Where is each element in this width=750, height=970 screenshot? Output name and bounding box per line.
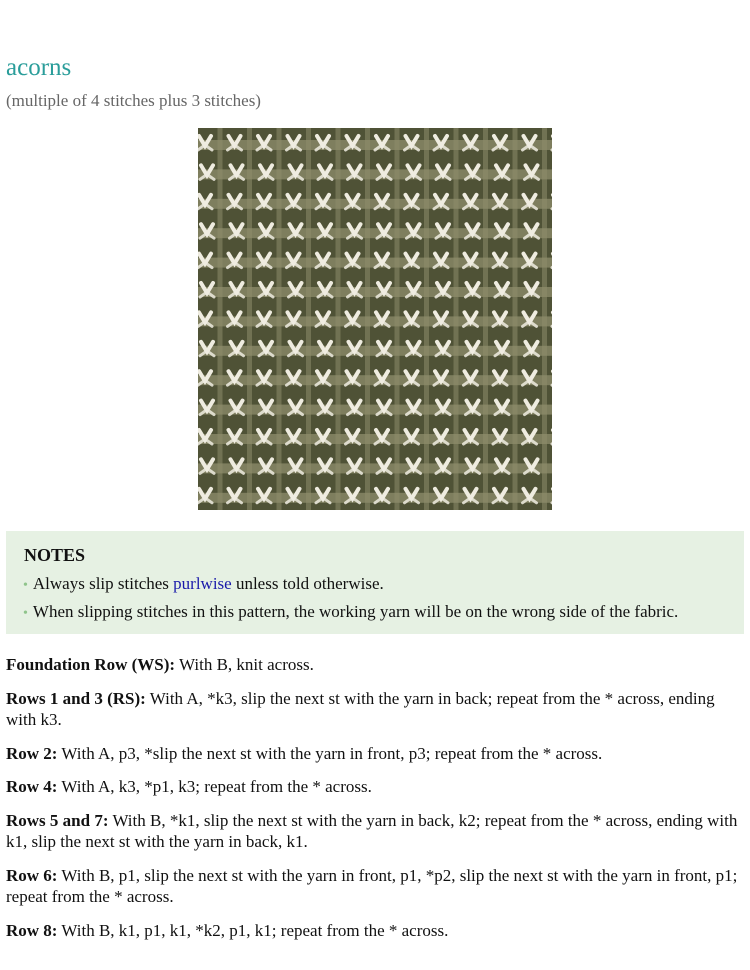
row-label: Row 4: [6,777,58,796]
purlwise-link[interactable]: purlwise [173,574,232,593]
row-text: With A, *k3, slip the next st with the yarn in back; repeat from the * across, ending with k3. [6,688,715,729]
knit-swatch-image [198,128,552,510]
row-label: Row 2: [6,743,58,763]
row-text: With A, k3, *p1, k3; repeat from the * across. [57,777,372,796]
note-item [24,599,744,627]
pattern-title: acorns [6,54,72,81]
row-text: With A, p3, *slip the next st with the yarn in front, p3; repeat from the * across. [57,743,603,763]
row-text: With B, k1, p1, k1, *k2, p1, k1; repeat from the * across. [57,920,449,940]
row-instruction [6,743,746,765]
swatch-column [542,128,547,510]
row-text: With B, knit across. [175,655,314,674]
swatch-column [247,128,252,510]
swatch-column [365,128,370,510]
row-instruction [6,865,746,908]
swatch-column [277,128,282,510]
row-label: Row 6: [6,865,58,885]
row-text: With B, *k1, slip the next st with the yarn in back, k2; repeat from the * across, ending with k1, slip the next st with the yarn in back, k1. [6,810,738,851]
row-instruction [6,654,746,676]
swatch-column [306,128,311,510]
swatch-column [336,128,341,510]
note-text: When slipping stitches in this pattern, the working yarn will be on the wrong side of the fabric. [32,602,679,621]
notes-heading: NOTES [24,545,86,565]
pattern-subtitle: (multiple of 4 stitches plus 3 stitches) [6,91,261,110]
note-item [24,571,744,599]
row-instruction [6,810,746,853]
notes-list [24,571,744,627]
bullet-icon: • [23,578,28,593]
row-label: Rows 5 and 7: [6,810,109,830]
row-instruction [6,920,746,942]
row-instruction [6,688,746,731]
bullet-icon: • [23,606,28,621]
knit-swatch-illustration [198,128,552,510]
row-label: Rows 1 and 3 (RS): [6,688,146,708]
swatch-column [454,128,459,510]
row-label: Foundation Row (WS): [6,655,176,674]
row-text: With B, p1, slip the next st with the yarn in front, p1, *p2, slip the next st with the yarn in front, p1; repeat from the * across. [6,865,738,906]
swatch-column [395,128,400,510]
swatch-column [513,128,518,510]
row-label: Row 8: [6,920,58,940]
note-text: unless told otherwise. [231,574,384,593]
notes-box [6,531,744,634]
row-instructions [6,654,746,953]
note-text: Always slip stitches [32,574,174,593]
swatch-column [483,128,488,510]
swatch-column [424,128,429,510]
row-instruction [6,776,746,798]
swatch-column [218,128,223,510]
